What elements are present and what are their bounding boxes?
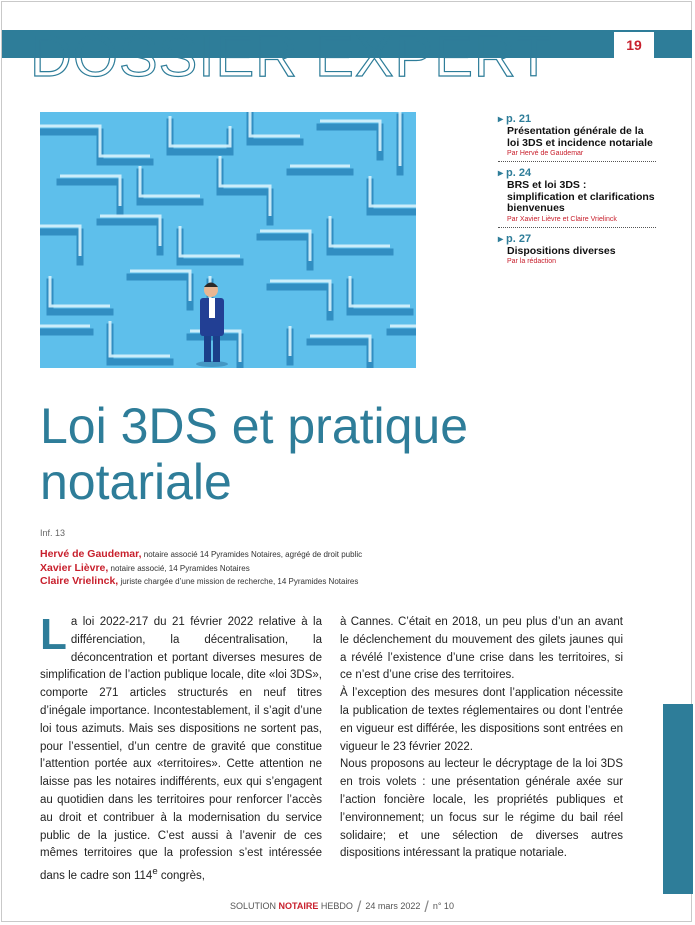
toc-page: ▸ p. 21 bbox=[498, 113, 656, 126]
body-column-right bbox=[340, 614, 623, 863]
toc-author: Par Xavier Lièvre et Claire Vrielinck bbox=[507, 215, 617, 223]
toc-page: ▸ p. 27 bbox=[498, 233, 656, 246]
author-line bbox=[40, 548, 600, 562]
toc-item[interactable] bbox=[498, 232, 656, 270]
author-name: Xavier Lièvre, bbox=[40, 561, 109, 574]
author-line bbox=[40, 575, 600, 589]
separator: / bbox=[356, 899, 362, 916]
body-text: a loi 2022-217 du 21 février 2022 relative à la différenciation, la décentralisation, la déconcentration et portant diverses mesures de simplification de l’action publique locale, dite «loi 3DS», comporte 271 articles structurés en neuf titres d’inégale importance. Incontestablement, il s’agit d’une loi tous azimuts. Mais ses dispositions ne sortent pas, pour l’essentiel, d’un centre de gravité que constitue l’attention portée aux «territoires». Cette attention ne laisse pas les notaires indifférents, eux qui s’engagent au quotidien dans les territoires pour renforcer l’accès au droit et contribuer à la modernisation du service public de la justice. C’est aussi à l’avenir de ces mêmes territoires que la profession s’est intéressée dans le cadre son 114 bbox=[40, 616, 322, 882]
toc-title: Dispositions diverses bbox=[507, 244, 616, 257]
page-footer bbox=[230, 899, 454, 917]
decorative-ribbon bbox=[663, 704, 693, 894]
toc-item[interactable] bbox=[498, 166, 656, 228]
body-paragraph bbox=[40, 610, 322, 886]
author-name: Hervé de Gaudemar, bbox=[40, 548, 142, 560]
separator: / bbox=[424, 899, 429, 916]
author-role: notaire associé, 14 Pyramides Notaires bbox=[108, 563, 250, 573]
toc-author: Par Hervé de Gaudemar bbox=[507, 150, 584, 157]
body-paragraph: À l’exception des mesures dont l’application nécessite la publication de textes réglementaires ou dont l’entrée en vigueur est différée, les dispositions sont entrées en vigueur le 23 février 2022. bbox=[340, 687, 623, 753]
body-text: congrès, bbox=[157, 869, 205, 882]
body-column-left bbox=[40, 610, 322, 886]
author-name: Claire Vrielinck, bbox=[40, 575, 119, 587]
publication-name: SOLUTION NOTAIRE HEBDO bbox=[230, 901, 353, 911]
author-list bbox=[40, 548, 600, 589]
drop-cap: L bbox=[40, 610, 67, 659]
maze-illustration bbox=[40, 112, 416, 368]
toc-title: BRS et loi 3DS : simplification et clarifications bienvenues bbox=[507, 179, 655, 214]
page-number: 19 bbox=[614, 32, 654, 58]
body-paragraph: à Cannes. C’était en 2018, un peu plus d’un an avant le déclenchement du mouvement des gilets jaunes qui a révélé l’existence d’une crise dans les territoires, si ce n’est d’une crise des territoires. bbox=[340, 616, 623, 682]
author-role: juriste chargée d’une mission de recherche, 14 Pyramides Notaires bbox=[118, 577, 359, 586]
article-title: Loi 3DS et pratique notariale bbox=[40, 398, 469, 510]
issue-date: 24 mars 2022 bbox=[365, 901, 421, 911]
body-paragraph: Nous proposons au lecteur le décryptage de la loi 3DS en trois volets : une présentation générale axée sur l’action foncière locale, les propriétés publiques et l’environnement; un focus sur le régime du bail réel solidaire; et une sélection de diverses autres dispositions intéressant la pratique notariale. bbox=[340, 758, 623, 860]
table-of-contents bbox=[498, 112, 656, 273]
issue-number: n° 10 bbox=[432, 901, 454, 911]
toc-title: Présentation générale de la loi 3DS et incidence notariale bbox=[507, 125, 653, 149]
section-title: DOSSIER EXPERT bbox=[30, 24, 553, 89]
toc-page: ▸ p. 24 bbox=[498, 167, 656, 180]
toc-author: Par la rédaction bbox=[507, 258, 557, 265]
superscript: e bbox=[152, 866, 158, 878]
maze-image bbox=[40, 112, 416, 368]
toc-item[interactable] bbox=[498, 112, 656, 162]
author-role: notaire associé 14 Pyramides Notaires, agrégé de droit public bbox=[141, 550, 363, 559]
article-reference: Inf. 13 bbox=[40, 528, 66, 538]
author-line bbox=[40, 562, 600, 576]
